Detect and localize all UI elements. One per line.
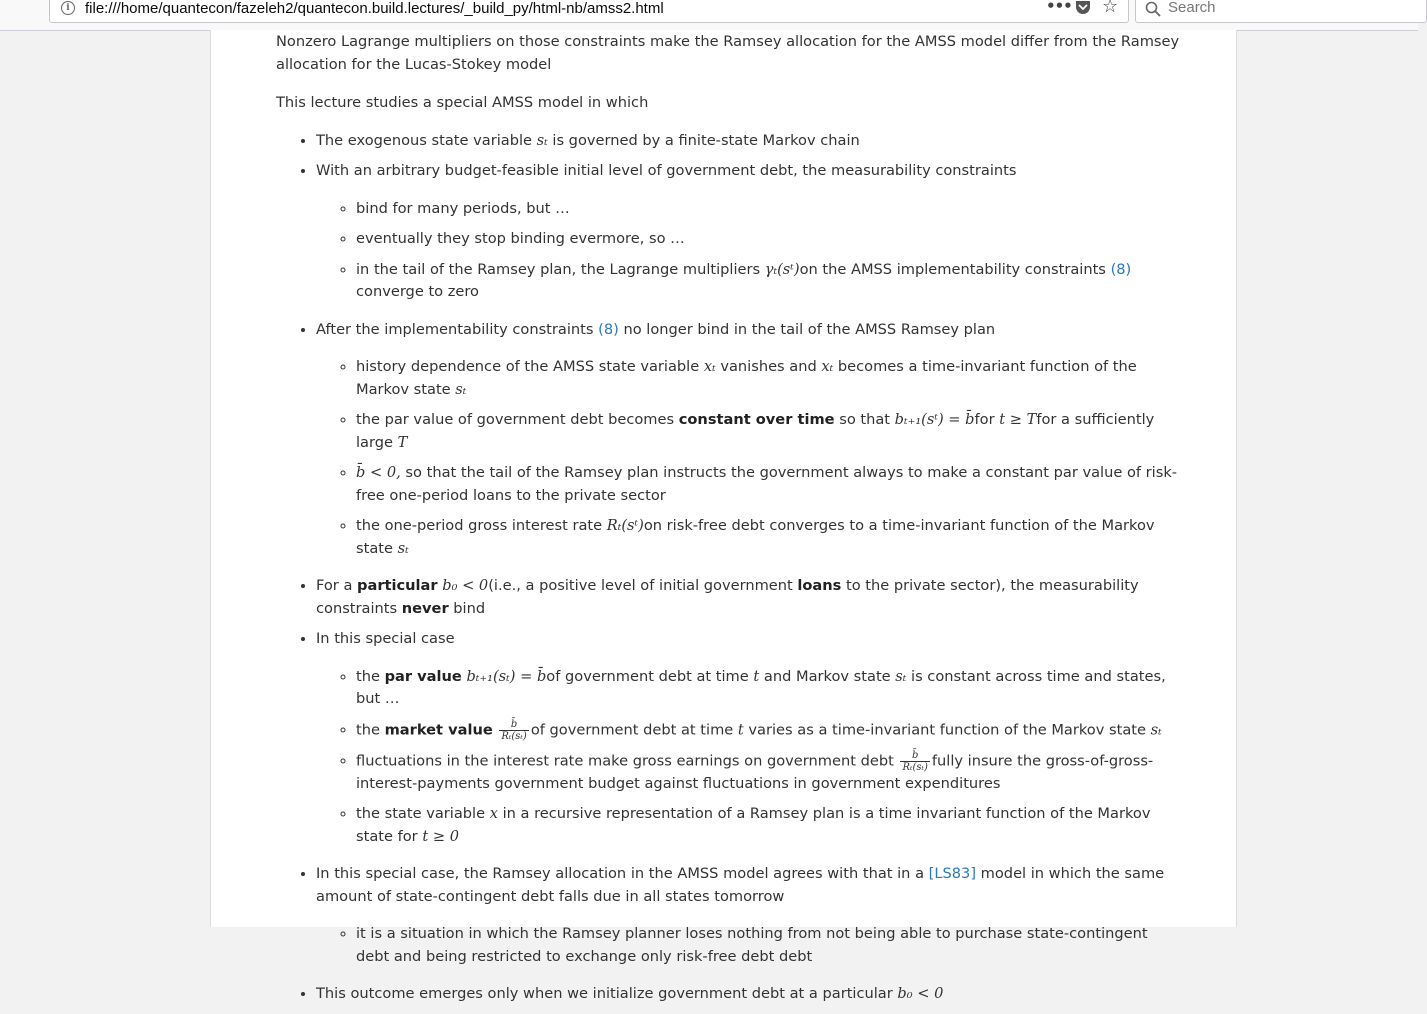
bookmark-star-icon[interactable]: ☆ [1102, 0, 1119, 17]
math-gamma: γₜ(sᵗ) [764, 260, 800, 278]
math-bbar-negative: b̄ < 0, [356, 464, 401, 481]
math-b0-negative: b₀ < 0 [442, 577, 489, 594]
math-x-t: xₜ [821, 358, 834, 375]
math-s-t: sₜ [397, 539, 409, 557]
math-b0-negative: b₀ < 0 [897, 985, 944, 1002]
math-b-next: bₜ₊₁(sᵗ) = b̄ [894, 411, 975, 428]
math-fraction: $\frac{b̄}{\text{Rₜ(sₜ)}}$ [902, 749, 928, 773]
list-item: ◦ history dependence of the AMSS state variable xₜ vanishes and xₜ becomes a time-invariant function of the Markov state sₜ [356, 356, 1181, 401]
math-s-t: sₜ [455, 380, 467, 398]
citation-link-ls83[interactable]: [LS83] [928, 865, 977, 882]
list-item: • After the implementability constraints (8) no longer bind in the tail of the AMSS Ramsey plan ◦ history dependence of the AMSS state variable xₜ vanishes and xₜ becomes a time-invariant function of the Markov state sₜ ◦ the par value of government debt becomes constant over time so that bₜ₊₁(sᵗ) = b̄for t ≥ Tfor a sufficiently large T ◦ b̄ < 0, so that the tail of the Ramsey plan instructs the government always to make a constant par value of risk-free one-period loans to the private sector ◦ the one-period gross interest rate Rₜ(sᵗ)on risk-free debt converges to a time-invariant function of the Markov state sₜ [316, 319, 1181, 561]
info-icon[interactable]: i [61, 1, 75, 15]
list-item: • This outcome emerges only when we initialize government debt at a particular b₀ < 0 [316, 983, 1181, 1006]
list-item: ◦ the state variable x in a recursive representation of a Ramsey plan is a time invariant function of the Markov state for t ≥ 0 [356, 803, 1181, 848]
list-item: • In this special case, the Ramsey allocation in the AMSS model agrees with that in a [LS83] model in which the same amount of state-contingent debt falls due in all states tomorrow ◦ it is a situation in which the Ramsey planner loses nothing from not being able to purchase state-contingent debt and being restricted to exchange only risk-free debt debt [316, 863, 1181, 968]
list-item: • In this special case ◦ the par value bₜ₊₁(sₜ) = b̄of government debt at time t and Markov state sₜ is constant across time and states, but … ◦ the market value $\frac{b̄}{\text{Rₜ(sₜ)}}$ of government debt at time t varies as a time-invariant function of the Markov state sₜ ◦ fluctuations in the interest rate make gross earnings on government debt $\frac{b̄}{\text{Rₜ(sₜ)}}$ fully insure the gross-of-gross-interest-payments government budget against fluctuations in government expenditures ◦ the state variable x in a recursive representation of a Ramsey plan is a time invariant function of the Markov state for t ≥ 0 [316, 628, 1181, 848]
math-t: t [737, 721, 744, 738]
math-s-t: sₜ [536, 131, 548, 149]
list-item: ◦ in the tail of the Ramsey plan, the Lagrange multipliers γₜ(sᵗ)on the AMSS implementability constraints (8) converge to zero [356, 259, 1181, 304]
math-s-t: sₜ [895, 667, 907, 685]
math-x: x [489, 805, 498, 822]
lecture-content [276, 30, 1181, 1014]
intro-paragraph: Nonzero Lagrange multipliers on those constraints make the Ramsey allocation for the AMSS model differ from the Ramsey allocation for the Lucas-Stokey model [276, 33, 1180, 73]
equation-link-8[interactable]: (8) [1110, 260, 1132, 278]
pocket-icon[interactable] [1075, 0, 1091, 15]
search-input[interactable] [1168, 0, 1408, 19]
url-bar[interactable] [49, 0, 1129, 23]
lecture-intro-paragraph: This lecture studies a special AMSS model in which [276, 94, 649, 111]
list-item: ◦ the market value $\frac{b̄}{\text{Rₜ(sₜ)}}$ of government debt at time t varies as a time-invariant function of the Markov state sₜ [356, 719, 1181, 742]
list-item: ◦ the par value bₜ₊₁(sₜ) = b̄of government debt at time t and Markov state sₜ is constant across time and states, but … [356, 666, 1181, 711]
sub-bullet-list [316, 356, 1181, 560]
math-t: t [753, 667, 760, 685]
list-item: ◦ bind for many periods, but … [356, 198, 1181, 221]
math-b-st: bₜ₊₁(sₜ) = b̄ [466, 667, 547, 685]
list-item: • With an arbitrary budget-feasible initial level of government debt, the measurability constraints ◦ bind for many periods, but … ◦ eventually they stop binding evermore, so … ◦ in the tail of the Ramsey plan, the Lagrange multipliers γₜ(sᵗ)on the AMSS implementability constraints (8) converge to zero [316, 160, 1181, 304]
list-item: • For a particular b₀ < 0(i.e., a positive level of initial government loans to the private sector), the measurability constraints never bind [316, 575, 1181, 620]
list-item: • The exogenous state variable sₜ is governed by a finite-state Markov chain [316, 130, 1181, 153]
url-text[interactable]: file:///home/quantecon/fazeleh2/quantecon.build.lectures/_build_py/html-nb/amss2.html [85, 0, 664, 17]
search-bar[interactable] [1135, 0, 1427, 23]
sub-bullet-list [316, 666, 1181, 849]
math-R: Rₜ(sᵗ) [606, 517, 644, 534]
sub-bullet-list [316, 198, 1181, 304]
list-item: ◦ fluctuations in the interest rate make gross earnings on government debt $\frac{b̄}{\text{Rₜ(sₜ)}}$ fully insure the gross-of-gross-interest-payments government budget against fluctuations in government expenditures [356, 750, 1181, 796]
math-x-t: xₜ [703, 358, 716, 375]
math-t-ge-T: t ≥ T [999, 411, 1037, 428]
math-t-ge-0: t ≥ 0 [422, 827, 459, 845]
page-actions-menu-icon[interactable]: ••• [1046, 0, 1072, 15]
sub-bullet-list [316, 923, 1181, 968]
list-item: ◦ the par value of government debt becomes constant over time so that bₜ₊₁(sᵗ) = b̄for t ≥ Tfor a sufficiently large T [356, 409, 1181, 454]
list-item: ◦ b̄ < 0, so that the tail of the Ramsey plan instructs the government always to make a constant par value of risk-free one-period loans to the private sector [356, 462, 1181, 507]
list-item: ◦ it is a situation in which the Ramsey planner loses nothing from not being able to purchase state-contingent debt and being restricted to exchange only risk-free debt debt [356, 923, 1181, 968]
math-fraction: $\frac{b̄}{\text{Rₜ(sₜ)}}$ [501, 718, 527, 742]
math-T: T [397, 433, 408, 451]
math-s-t: sₜ [1150, 721, 1162, 738]
search-icon [1145, 1, 1161, 17]
main-bullet-list [276, 130, 1181, 1006]
list-item: ◦ eventually they stop binding evermore, so … [356, 228, 1181, 251]
equation-link-8[interactable]: (8) [598, 320, 619, 338]
browser-toolbar [0, 0, 1418, 31]
list-item: ◦ the one-period gross interest rate Rₜ(sᵗ)on risk-free debt converges to a time-invariant function of the Markov state sₜ [356, 515, 1181, 560]
lecture-page [210, 30, 1237, 1002]
